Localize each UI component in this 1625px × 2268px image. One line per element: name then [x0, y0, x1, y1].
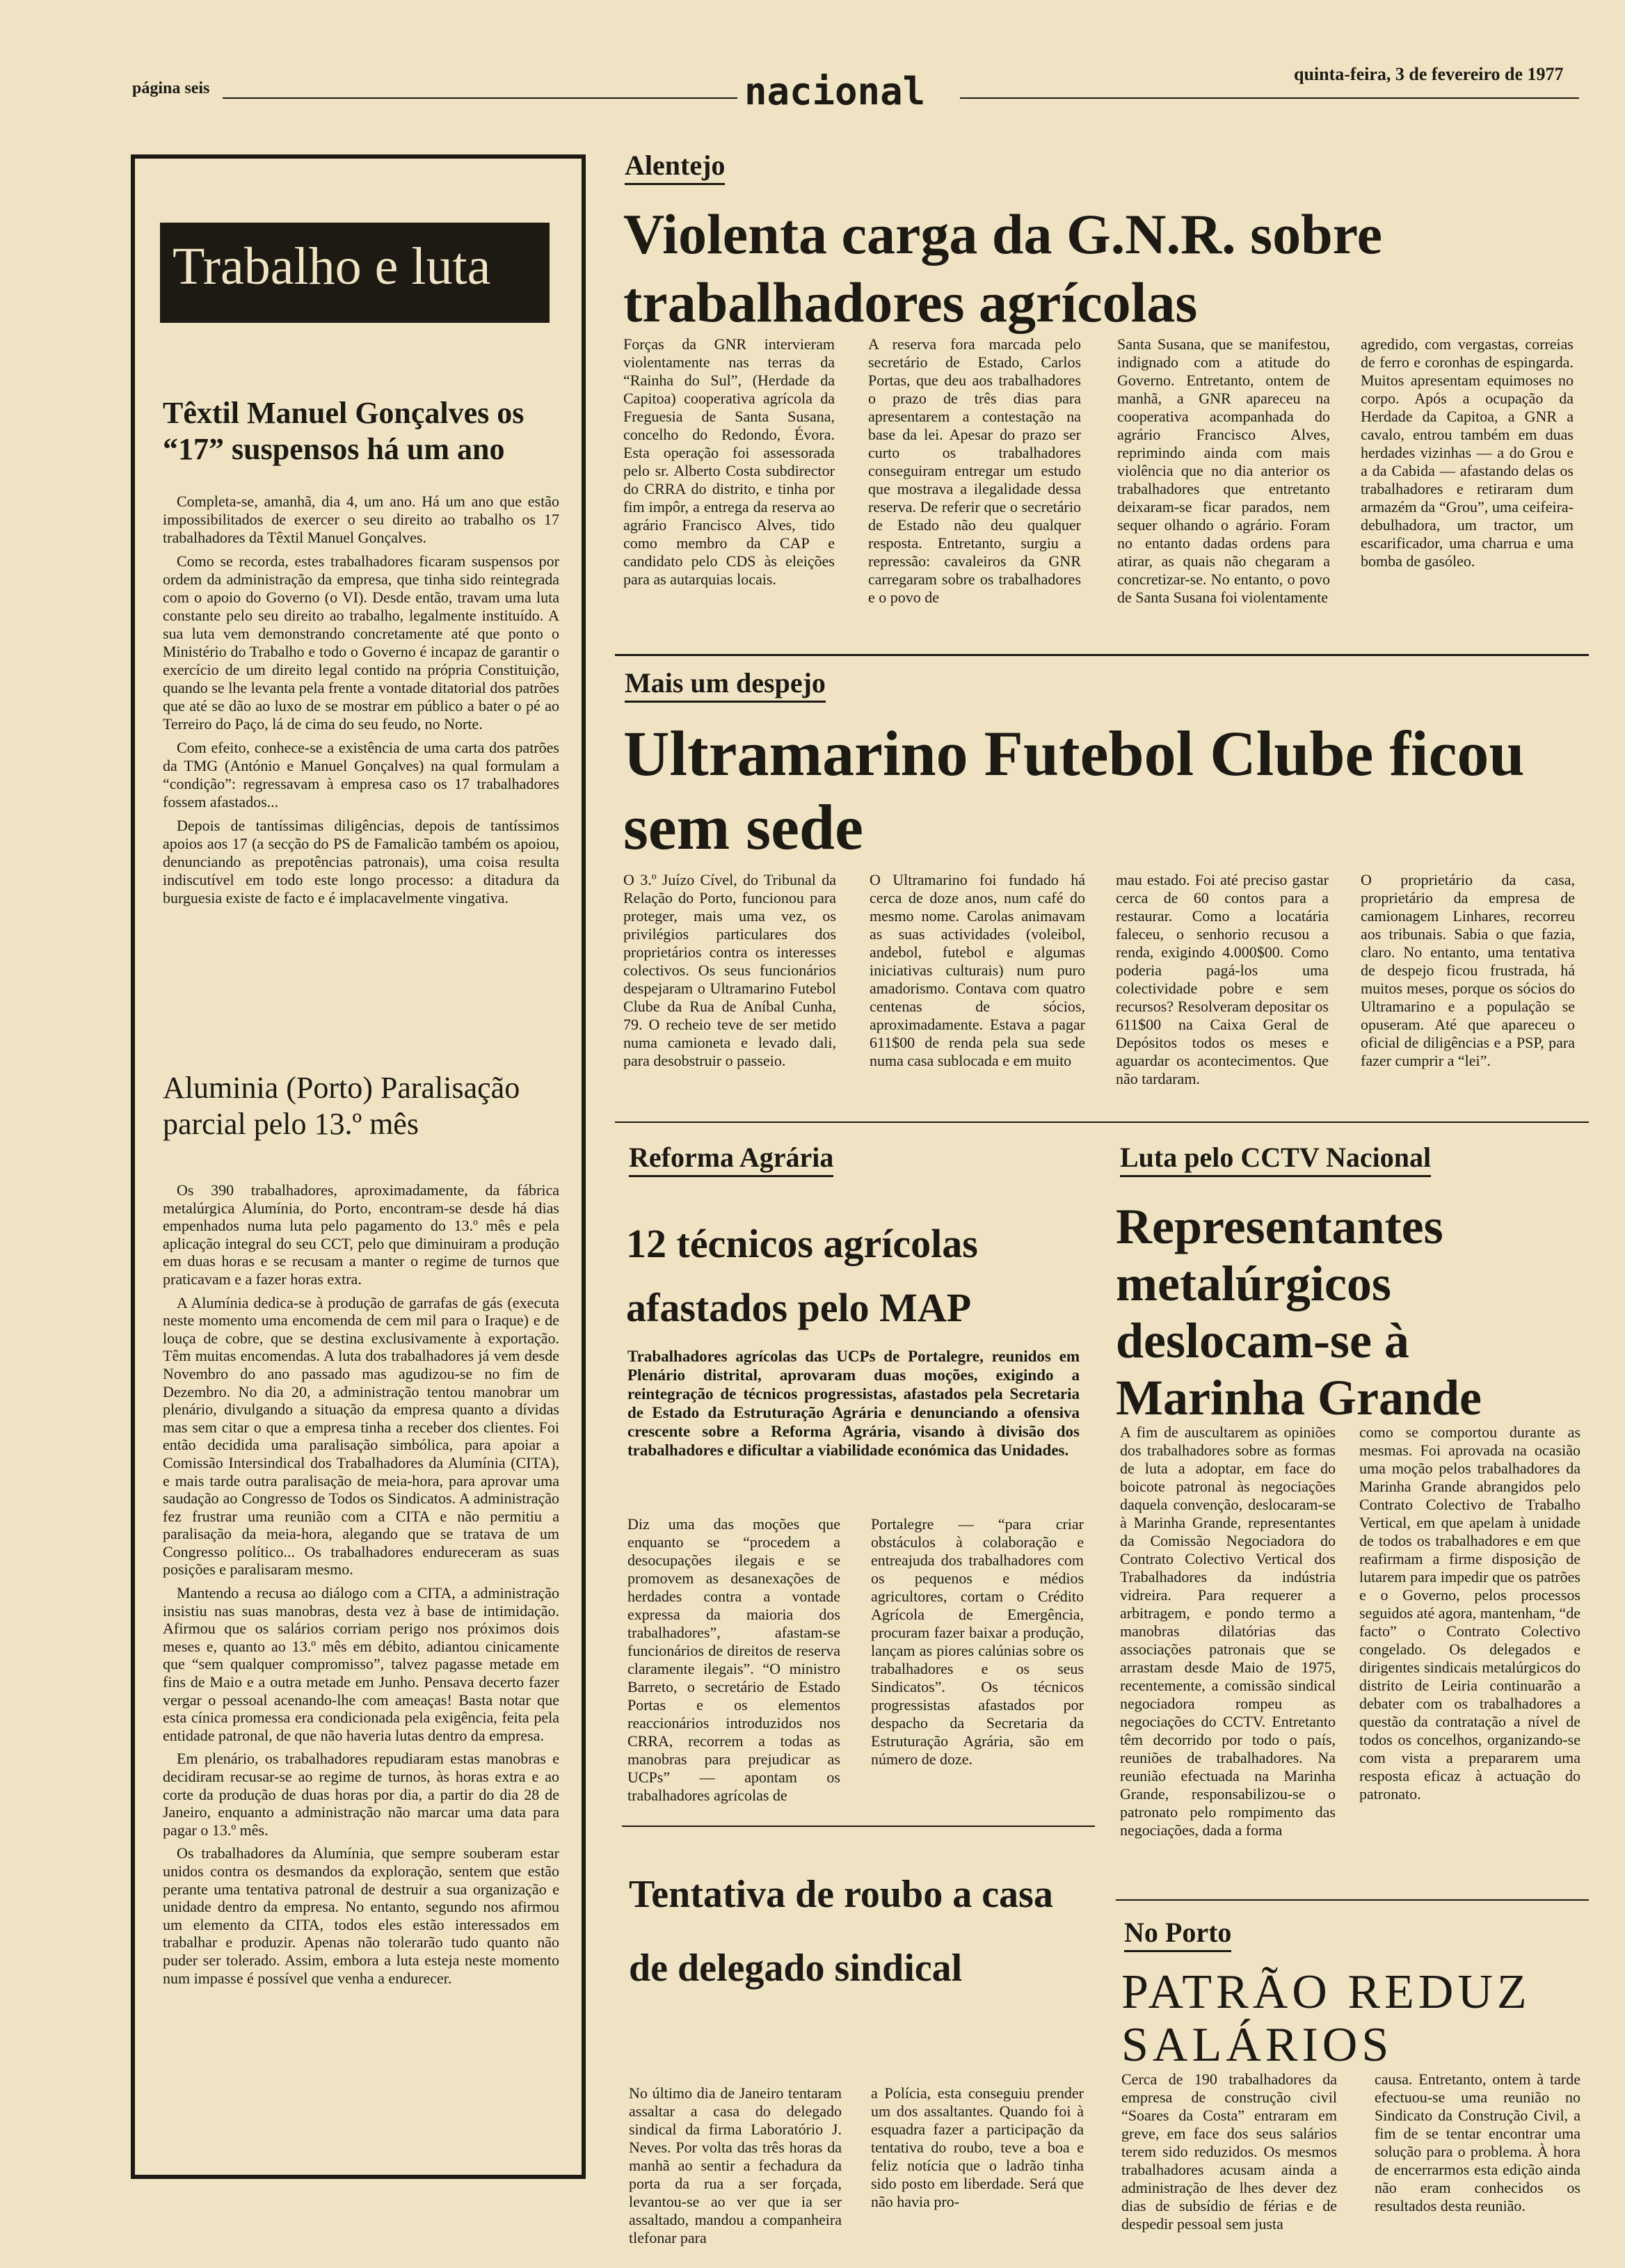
paragraph: Como se recorda, estes trabalhadores ficaram suspensos por ordem da administração da empresa, que tinha sido reintegrada com o apoio do Governo (o VI). Desde então, travam uma luta constante pelo seu direito ao trabalho, legalmente instituído. A sua luta vem demonstrando concretamente até que ponto o Ministério do Trabalho e todo o Governo é incapaz de garantir o exercício de um direito legal contido na própria Constituição, quando se lhe levanta pela frente a vontade ditatorial dos patrões que até se dão ao luxo de se mostrar em público a bater o pé ao Terreiro do Paço, lá de cima do seu feudo, no Norte. [163, 552, 559, 733]
story-aluminia-body [163, 1181, 559, 1993]
reforma-lead: Trabalhadores agrícolas das UCPs de Portalegre, reunidos em Plenário distrital, aprovaram duas moções, exigindo a reintegração de técnicos progressistas, afastados pela Secretaria de Estado da Estruturação Agrária e denunciando a ofensiva crescente sobre a Reforma Agrária, visando à divisão dos trabalhadores e dificultar a viabilidade económica das Unidades. [627, 1348, 1080, 1459]
paragraph: Os 390 trabalhadores, aproximadamente, da fábrica metalúrgica Alumínia, do Porto, encontram-se desde há dias empenhados numa luta pelo pagamento do 13.º mês e pela aplicação integral do seu CCT, pelo que diminuiram a produção em duas horas e se recusam a manter o regime de turnos que praticavam e a fazer horas extra. [163, 1181, 559, 1288]
section-divider [1116, 1899, 1589, 1901]
alentejo-col-2: A reserva fora marcada pelo secretário de Estado, Carlos Portas, que deu aos trabalhadores o prazo de três dias para apresentarem a contestação na base da lei. Apesar do prazo ser curto os trabalhadores conseguiram entregar um estudo que mostrava a ilegalidade dessa reserva. De referir que o secretário de Estado não deu qualquer resposta. Entretanto, surgiu a repressão: cavaleiros da GNR carregaram sobre os trabalhadores e o povo de [868, 335, 1081, 606]
cctv-col-1: A fim de auscultarem as opiniões dos trabalhadores sobre as formas de luta a adoptar, em face do boicote patronal às negociações daquela convenção, deslocaram-se à Marinha Grande, representantes da Comissão Negociadora do Contrato Colectivo Vertical dos Trabalhadores da indústria vidreira. Para requerer a arbitragem, e pondo termo a manobras dilatórias das associações patronais que se arrastam desde Maio de 1975, recentemente, a comissão sindical negociadora rompeu as negociações do CCTV. Entretanto têm decorrido por todo o país, reuniões de trabalhadores. Na reunião efectuada na Marinha Grande, responsabilizou-se o patronato pelo rompimento das negociações, dada a forma [1120, 1423, 1336, 1839]
story-tmg-headline: Têxtil Manuel Gonçalves os “17” suspensos há um ano [163, 396, 525, 466]
paragraph: Os trabalhadores da Alumínia, que sempre souberam estar unidos contra os desmandos da exploração, sentem que estão perante uma tentativa patronal de destruir a sua organização e unidade dentro da empresa. No entanto, segundo nos afirmou um elemento da CITA, todos eles estão interessados em trabalhar e produzir. Apenas não tolerarão tudo quanto não puder ser tolerado. Assim, embora a luta esteja neste momento num impasse é possível que venha a endurecer. [163, 1844, 559, 1987]
section-title: nacional [744, 70, 926, 113]
alentejo-col-1: Forças da GNR intervieram violentamente nas terras da “Rainha do Sul”, (Herdade da Capitoa) cooperativa agrícola da Freguesia de Santa Susana, concelho do Redondo, Évora. Esta operação foi assessorada pelo sr. Alberto Costa subdirector do CRRA do distrito, e tinha por fim impôr, a entrega da reserva ao agrário Francisco Alves, tido como membro da CAP e candidato pelo CDS às eleições para as autarquias locais. [623, 335, 835, 588]
story-aluminia-headline: Aluminia (Porto) Paralisação parcial pelo 13.º mês [163, 1071, 520, 1141]
alentejo-kicker: Alentejo [625, 149, 725, 185]
reforma-headline: 12 técnicos agrícolas afastados pelo MAP [626, 1221, 978, 1330]
sidebar-box-title-text: Trabalho e luta [173, 237, 491, 296]
despejo-col-2: O Ultramarino foi fundado há cerca de doze anos, num café do mesmo nome. Carolas animavam as suas actividades (voleibol, andebol, futebol e algumas iniciativas culturais) num puro amadorismo. Contava com quatro centenas de sócios, aproximadamente. Estava a pagar 611$00 de renda pela sua sede numa casa sublocada e em muito [870, 871, 1085, 1069]
section-divider [622, 1826, 1095, 1827]
paragraph: Com efeito, conhece-se a existência de uma carta dos patrões da TMG (António e Manuel Gonçalves) na qual formulam a “condição”: regressavam à empresa caso os 17 trabalhadores fossem afastados... [163, 739, 559, 810]
masthead-rule-left [223, 97, 737, 99]
reforma-col-1: Diz uma das moções que enquanto se “procedem a desocupações ilegais e se promovem as desanexações de herdades contra a vontade expressa da maioria dos trabalhadores”, afastam-se funcionários de direitos de reserva claramente ilegais”. “O ministro Barreto, o secretário de Estado Portas e os elementos reaccionários introduzidos nos CRRA, recorrem a todas as manobras para prejudicar as UCPs” — apontam os trabalhadores agrícolas de [627, 1515, 840, 1804]
cctv-headline: Representantes metalúrgicos deslocam-se à Marinha Grande [1116, 1199, 1482, 1426]
alentejo-col-4: agredido, com vergastas, correias de ferro e coronhas de espingarda. Muitos apresentam equimoses no corpo. Após a ocupação da Herdade da Capitoa, a GNR a cavalo, entrou também em duas herdades vizinhas — a do Grou e a da Cabida — afastando delas os trabalhadores e retiraram dum armazém da “Grou”, uma ceifeira-debulhadora, um tractor, um escarificador, uma charrua e uma bomba de gasóleo. [1361, 335, 1574, 570]
sidebar-box [131, 154, 586, 2179]
section-divider [615, 1121, 1589, 1123]
despejo-col-3: mau estado. Foi até preciso gastar cerca de 60 contos para a restaurar. Como a locatária faleceu, o senhorio recusou a renda, exigindo 4.000$00. Como poderia pagá-los uma colectividade pobre e sem recursos? Resolveram depositar os 611$00 na Caixa Geral de Depósitos todos os meses e aguardar os acontecimentos. Que não tardaram. [1116, 871, 1329, 1087]
porto-headline: PATRÃO REDUZ SALÁRIOS [1121, 1965, 1531, 2072]
sidebar-box-title [160, 218, 550, 323]
reforma-col-2: Portalegre — “para criar obstáculos à colaboração e entreajuda dos trabalhadores com os pequenos e médios agricultores, cortam o Crédito Agrícola de Emergência, procuram fazer baixar a produção, lançam as piores calúnias sobre os trabalhadores e os seus Sindicatos”. Os técnicos progressistas afastados por despacho da Secretaria da Estruturação Agrária, são em número de doze. [871, 1515, 1084, 1768]
despejo-kicker: Mais um despejo [625, 666, 826, 703]
alentejo-col-3: Santa Susana, que se manifestou, indignado com a atitude do Governo. Entretanto, ontem de manhã, a GNR apareceu na cooperativa acompanhada do agrário Francisco Alves, reprimindo ainda com mais violência que no dia anterior os trabalhadores que entretanto deixaram-se ficar parados, nem sequer olhando o agrário. Foram no entanto dadas ordens para atirar, as quais não chegaram a concretizar-se. No entanto, o povo de Santa Susana foi violentamente [1117, 335, 1330, 606]
masthead-rule-right [960, 97, 1579, 99]
porto-kicker: No Porto [1124, 1916, 1231, 1952]
despejo-headline: Ultramarino Futebol Clube ficou sem sede [623, 718, 1525, 863]
paragraph: Mantendo a recusa ao diálogo com a CITA, a administração insistiu nas suas manobras, desta vez à base de intimidação. Afirmou que os salários corriam perigo nos próximos dois meses e, quanto ao 13.º mês em débito, adiantou cinicamente que “sem qualquer compromisso”, talvez pagasse metade em fins de Maio e a outra metade em Junho. Pensava decerto fazer vergar o pessoal acenando-lhe com ameaças! Basta notar que esta cínica promessa era condicionada pela exigência, feita pela entidade patronal, de que não haveria lutas dentro da empresa. [163, 1584, 559, 1744]
issue-date: quinta-feira, 3 de fevereiro de 1977 [1294, 64, 1564, 84]
cctv-kicker: Luta pelo CCTV Nacional [1120, 1141, 1431, 1177]
despejo-col-4: O proprietário da casa, proprietário da empresa de camionagem Linhares, recorreu aos tribunais. Sabia o que fazia, claro. No entanto, uma tentativa de despejo ficou frustrada, há muitos meses, porque os sócios do Ultramarino e a população se opuseram. Até que apareceu o oficial de diligências e a PSP, para fazer cumprir a “lei”. [1361, 871, 1575, 1069]
porto-col-1: Cerca de 190 trabalhadores da empresa de construção civil “Soares da Costa” entraram em greve, em face dos seus salários terem sido reduzidos. Os mesmos trabalhadores acusam ainda a administração de lhes dever dez dias de subsídio de férias e de despedir pessoal sem justa [1121, 2070, 1337, 2233]
roubo-col-2: a Polícia, esta conseguiu prender um dos assaltantes. Quando foi à esquadra fazer a participação da tentativa do roubo, teve a boa e feliz notícia que o ladrão tinha sido posto em liberdade. Será que não havia pro- [871, 2084, 1084, 2210]
despejo-col-1: O 3.º Juízo Cível, do Tribunal da Relação do Porto, funcionou para proteger, mais uma vez, os privilégios particulares dos proprietários contra os interesses colectivos. Os seus funcionários despejaram o Ultramarino Futebol Clube da Rua de Aníbal Cunha, 79. O recheio teve de ser metido numa camioneta e levado dali, para desobstruir o passeio. [623, 871, 836, 1069]
cctv-col-2: como se comportou durante as mesmas. Foi aprovada na ocasião uma moção pelos trabalhadores da Marinha Grande abrangidos pelo Contrato Colectivo de Trabalho Vertical, em que apelam à unidade de todos os trabalhadores e em que reafirmam a firme disposição de lutarem para impedir que os patrões e o Governo, pelos processos seguidos até agora, mantenham, “de facto” o Contrato Colectivo congelado. Os delegados e dirigentes sindicais metalúrgicos do distrito de Leiria continuarão a debater com os trabalhadores a questão da contratação a nível de todos os concelhos, organizando-se com vista a prepararem uma resposta eficaz à actuação do patronato. [1359, 1423, 1580, 1803]
porto-col-2: causa. Entretanto, ontem à tarde efectuou-se uma reunião no Sindicato da Construção Civil, a fim de se tentar encontrar uma solução para o problema. À hora de encerrarmos esta edição ainda não eram conhecidos os resultados desta reunião. [1375, 2070, 1580, 2214]
paragraph: Completa-se, amanhã, dia 4, um ano. Há um ano que estão impossibilitados de exercer o seu direito ao trabalho os 17 trabalhadores da Têxtil Manuel Gonçalves. [163, 493, 559, 546]
alentejo-headline: Violenta carga da G.N.R. sobre trabalhadores agrícolas [623, 202, 1382, 334]
story-tmg-body [163, 493, 559, 913]
roubo-col-1: No último dia de Janeiro tentaram assaltar a casa do delegado sindical da firma Laboratório J. Neves. Por volta das três horas da manhã ao sentir a fechadura da porta da rua a ser forçada, levantou-se ao ver que ia ser assaltado, mandou a companheira tlefonar para [629, 2084, 842, 2246]
roubo-headline: Tentativa de roubo a casa de delegado sindical [629, 1873, 1053, 1990]
reforma-kicker: Reforma Agrária [629, 1141, 833, 1177]
page-number: página seis [132, 79, 210, 97]
paragraph: Em plenário, os trabalhadores repudiaram estas manobras e decidiram recusar-se ao regime de turnos, às horas extra e ao corte da produção de duas horas por dia, a partir do dia 28 de Janeiro, enquanto a administração não marcar uma data para pagar o 13.º mês. [163, 1750, 559, 1839]
section-divider [615, 654, 1589, 656]
paragraph: A Alumínia dedica-se à produção de garrafas de gás (executa neste momento uma encomenda de cem mil para o Iraque) e de louça de cobre, que se destina exclusivamente à exportação. Têm muitas encomendas. A luta dos trabalhadores já vem desde Novembro do ano passado mas agudizou-se no fim de Dezembro. No dia 20, a administração tentou manobrar um plenário, divulgando a situação da empresa quanto a dívidas mas sem citar o que a empresa tinha a receber dos clientes. Foi então decidida uma paralisação simbólica, para apoiar a Comissão Intersindical dos Trabalhadores da Alumínia (CITA), e mais tarde outra paralisação de meia-hora, para aprovar uma saudação ao Congresso de Todos os Sindicatos. A administração fez frustrar uma reunião com a CITA e não permitiu a paralisação da meia-hora, alegando que se tratava de um Congresso político... Os trabalhadores endureceram as suas posições e paralisaram mesmo. [163, 1293, 559, 1579]
paragraph: Depois de tantíssimas diligências, depois de tantíssimos apoios aos 17 (a secção do PS de Famalicão também os apoiou, denunciando as prepotências patronais), uma coisa resulta indiscutível em todo este longo processo: a ditadura da burguesia existe de facto e é implacavelmente vingativa. [163, 817, 559, 907]
